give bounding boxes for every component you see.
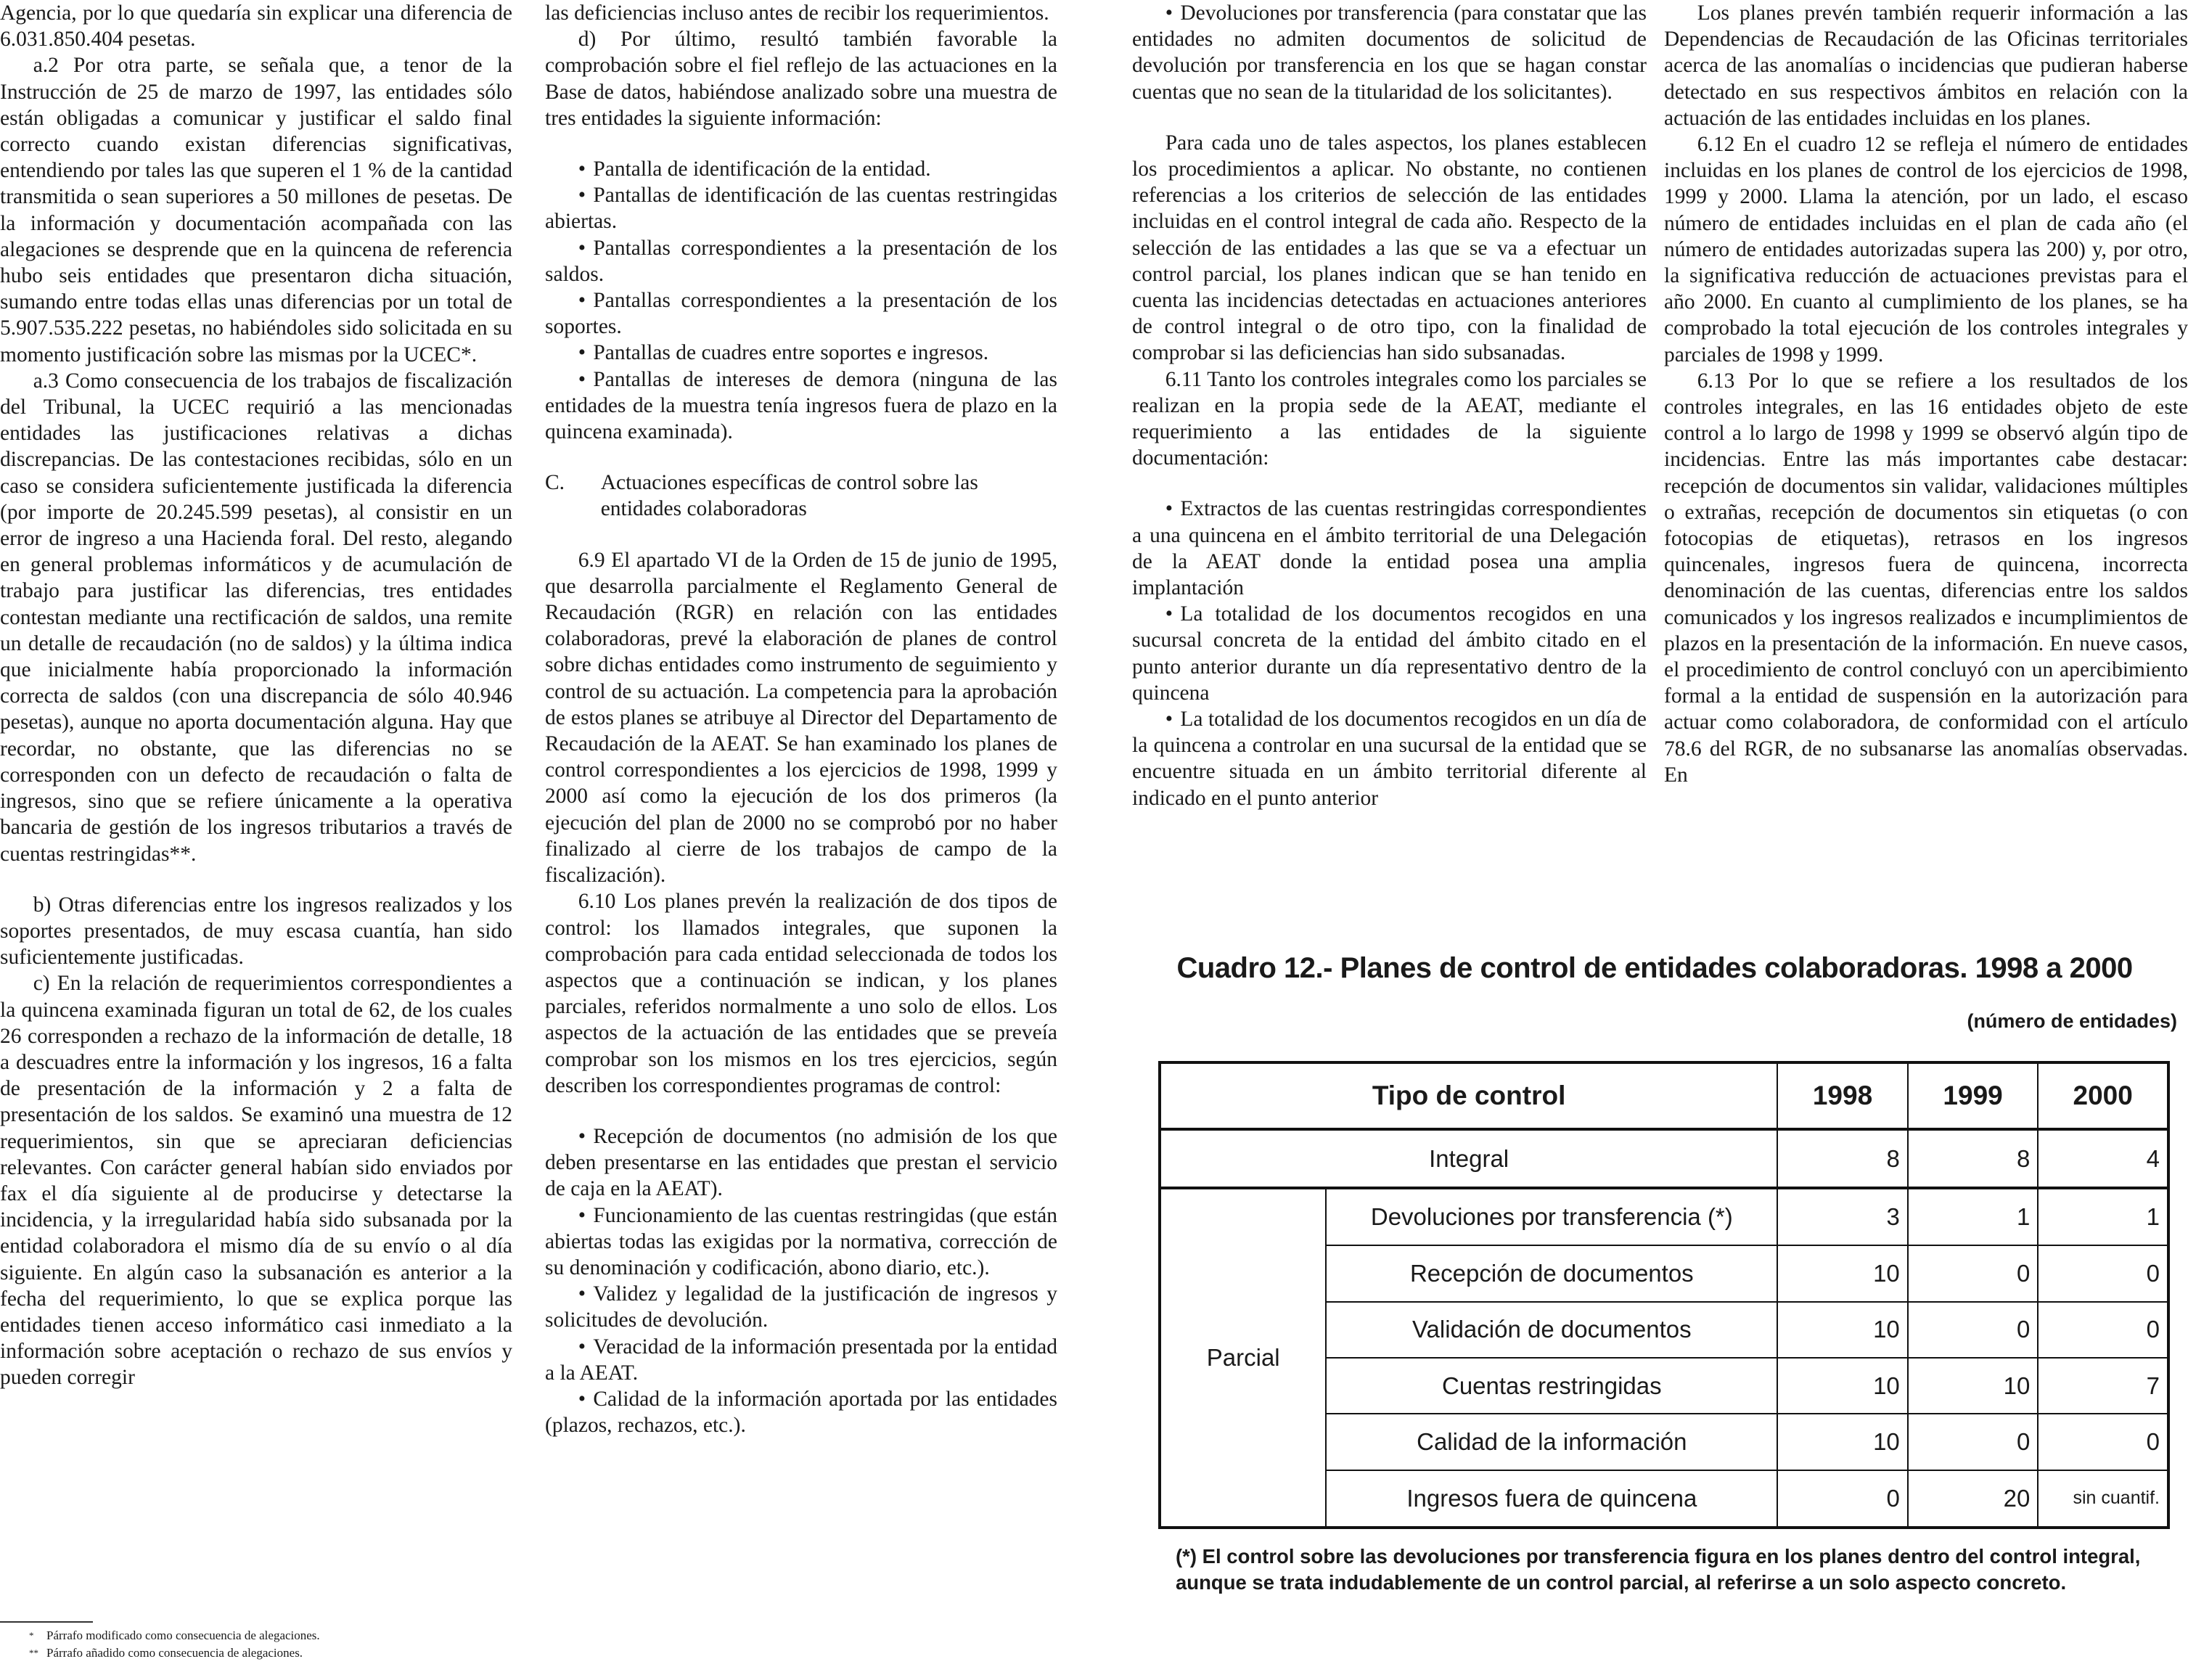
- cell-1998: 10: [1777, 1302, 1908, 1358]
- cell-1999: 10: [1908, 1358, 2039, 1414]
- bullet-icon: •: [1165, 602, 1173, 626]
- paragraph-plans: Los planes prevén también requerir información a las Dependencias de Recaudación de las Oficinas territoriales acerca de las anomalías o incidencias que pudieran haberse detectado en sus respectivos ámbitos en relación con la actuación de las entidades incluidas en los planes.: [1664, 1, 2188, 130]
- cell-1998: 8: [1777, 1129, 1908, 1188]
- row-label: Calidad de la información: [1326, 1414, 1777, 1470]
- group-label-parcial: Parcial: [1160, 1188, 1326, 1528]
- list-item: • Extractos de las cuentas restringidas correspondientes a una quincena en el ámbito territorial de una Delegación de la AEAT donde la entidad posea una amplia implantación: [1132, 497, 1647, 600]
- footnote-mark: **: [29, 1647, 38, 1658]
- header-2000: 2000: [2038, 1062, 2168, 1129]
- cell-1999: 20: [1908, 1470, 2039, 1528]
- list-item: • Veracidad de la información presentada por la entidad a la AEAT.: [545, 1335, 1057, 1385]
- cell-2000: 7: [2038, 1358, 2168, 1414]
- cell-1999: 8: [1908, 1129, 2039, 1188]
- table-header-row: [1160, 1062, 2168, 1129]
- list-item: • Pantallas correspondientes a la presentación de los saldos.: [545, 236, 1057, 286]
- section-heading: [545, 470, 1057, 522]
- footnote: [0, 1644, 512, 1662]
- list-item: • Pantallas de intereses de demora (ninguna de las entidades de la muestra tenía ingresos fuera de plazo en la quincena examinada).: [545, 367, 1057, 444]
- list-item: • Devoluciones por transferencia (para constatar que las entidades no admiten documentos de solicitud de devolución por transferencia en los que se hagan constar cuentas que no sean de la titularidad de los solicitantes).: [1132, 1, 1647, 104]
- row-label: Cuentas restringidas: [1326, 1358, 1777, 1414]
- column-1: [0, 0, 512, 1391]
- list-item: • Funcionamiento de las cuentas restringidas (que están abiertas todas las exigidas por la normativa, corrección de su denominación y codificación, abono diario, etc.).: [545, 1203, 1057, 1279]
- list-item: • Recepción de documentos (no admisión de los que deben presentarse en las entidades que prestan el servicio de caja en la AEAT).: [545, 1124, 1057, 1201]
- list-item: • Calidad de la información aportada por las entidades (plazos, rechazos, etc.).: [545, 1387, 1057, 1438]
- column-2: [545, 0, 1057, 1438]
- paragraph-a3: a.3 Como consecuencia de los trabajos de fiscalización del Tribunal, la UCEC requirió a las mencionadas entidades las justificaciones relativas a dichas discrepancias. De las contestaciones recibidas, sólo en un caso se considera suficientemente justificada la diferencia (por importe de 20.245.599 pesetas), al consistir en un error de ingreso a una Hacienda foral. Del resto, alegando en general problemas informáticos y de acumulación de trabajo para justificar las diferencias, tres entidades contestan mediante una rectificación de saldos, una remite un detalle de recaudación (no de saldos) y la última indica que inicialmente había proporcionado la información correcta de saldos (con una discrepancia de sólo 40.946 pesetas), aunque no aporta documentación alguna. Hay que recordar, no obstante, que las diferencias no se corresponden con un defecto de recaudación o falta de ingresos, sino que se refiere únicamente a la operativa bancaria de gestión de los ingresos tributarios a través de cuentas restringidas**.: [0, 369, 512, 866]
- cell-1998: 10: [1777, 1414, 1908, 1470]
- list-item: • Pantalla de identificación de la entidad.: [578, 157, 931, 181]
- header-1999: 1999: [1908, 1062, 2039, 1129]
- paragraph-continuation: Agencia, por lo que quedaría sin explicar una diferencia de 6.031.850.404 pesetas.: [0, 1, 512, 52]
- bullet-icon: •: [1165, 1, 1173, 25]
- paragraph-a2: a.2 Por otra parte, se señala que, a tenor de la Instrucción de 25 de marzo de 1997, las entidades sólo están obligadas a comunicar y justificar el saldo final correcto cuando existan diferencias significativas, entendiendo por tales las que superen el 1 % de la cantidad transmitida o sean superiores a 50 millones de pesetas. De la información y documentación acompañada con las alegaciones se desprende que en la quincena de referencia hubo seis entidades que presentaron dicha situación, sumando entre todas ellas unas diferencias por un total de 5.907.535.222 pesetas, no habiéndoles sido solicitada en su momento justificación sobre las mismas por la UCEC*.: [0, 54, 512, 366]
- cell-1998: 3: [1777, 1188, 1908, 1245]
- cell-2000: 1: [2038, 1188, 2168, 1245]
- bullet-icon: •: [578, 289, 586, 313]
- list-item: • Pantallas de identificación de las cuentas restringidas abiertas.: [545, 184, 1057, 234]
- table-title: Cuadro 12.- Planes de control de entidades colaboradoras. 1998 a 2000: [1176, 952, 2133, 984]
- cell-1999: 0: [1908, 1302, 2039, 1358]
- cell-1998: 0: [1777, 1470, 1908, 1528]
- column-4: [1664, 0, 2188, 788]
- bullet-icon: •: [1165, 708, 1173, 732]
- cell-2000: sin cuantif.: [2038, 1470, 2168, 1528]
- bullet-icon: •: [578, 184, 586, 208]
- cell-1999: 0: [1908, 1245, 2039, 1301]
- list-item: • Pantallas de cuadres entre soportes e ingresos.: [578, 341, 989, 365]
- table-units: (número de entidades): [1967, 1010, 2177, 1032]
- list-item: • Validez y legalidad de la justificación de ingresos y solicitudes de devolución.: [545, 1282, 1057, 1332]
- control-plans-table: [1158, 1061, 2170, 1529]
- footnotes: [0, 1621, 512, 1662]
- row-label: Integral: [1160, 1129, 1777, 1188]
- bullet-icon: •: [1165, 497, 1173, 521]
- column-3: [1132, 0, 1647, 811]
- header-1998: 1998: [1777, 1062, 1908, 1129]
- bullet-icon: •: [578, 1203, 586, 1227]
- bullet-icon: •: [578, 1387, 586, 1411]
- paragraph-6-12: 6.12 En el cuadro 12 se refleja el número de entidades incluidas en los planes de control de los ejercicios de 1998, 1999 y 2000. Llama la atención, por un lado, el escaso número de entidades incluidas en el plan de cada año (el número de entidades autorizadas supera las 200) y, por otro, la significativa reducción de actuaciones previstas para el año 2000. En cuanto al cumplimiento de los planes, se ha comprobado la total ejecución de los controles integrales y parciales de 1998 y 1999.: [1664, 133, 2188, 366]
- bullet-icon: •: [578, 1335, 586, 1359]
- table-row-integral: [1160, 1129, 2168, 1188]
- row-label: Ingresos fuera de quincena: [1326, 1470, 1777, 1528]
- bullet-icon: •: [578, 157, 586, 181]
- cell-1999: 1: [1908, 1188, 2039, 1245]
- paragraph-continuation: las deficiencias incluso antes de recibir los requerimientos.: [545, 1, 1049, 25]
- section-title: Actuaciones específicas de control sobre las entidades colaboradoras: [600, 471, 978, 521]
- paragraph-6-11: 6.11 Tanto los controles integrales como los parciales se realizan en la propia sede de la AEAT, mediante el requerimiento a las entidades de la siguiente documentación:: [1132, 367, 1647, 470]
- paragraph-6-9: 6.9 El apartado VI de la Orden de 15 de junio de 1995, que desarrolla parcialmente el Reglamento General de Recaudación (RGR) en relación con las entidades colaboradoras, prevé la elaboración de planes de control sobre dichas entidades como instrumento de seguimiento y control de su actuación. La competencia para la aprobación de estos planes se atribuye al Director del Departamento de Recaudación de la AEAT. Se han examinado los planes de control correspondientes a los ejercicios de 1998, 1999 y 2000 así como la ejecución de los dos primeros (la ejecución del plan de 2000 no se comprobó por no haber finalizado al cierre de los trabajos de campo de la fiscalización).: [545, 548, 1057, 888]
- header-tipo-control: Tipo de control: [1160, 1062, 1777, 1129]
- cell-2000: 0: [2038, 1414, 2168, 1470]
- bullet-icon: •: [578, 341, 586, 365]
- list-item: • La totalidad de los documentos recogidos en una sucursal concreta de la entidad del ámbito citado en el punto anterior durante un día representativo dentro de la quincena: [1132, 602, 1647, 705]
- cell-2000: 0: [2038, 1245, 2168, 1301]
- paragraph-procedures: Para cada uno de tales aspectos, los planes establecen los procedimientos a aplicar. No obstante, no contienen referencias a los criterios de selección de las entidades incluidas en el control integral de cada año. Respecto de la selección de las entidades a las que se va a efectuar un control parcial, los planes indican que se han tenido en cuenta las incidencias detectadas en actuaciones anteriores de control integral o de otro tipo, con la finalidad de comprobar si las deficiencias han sido subsanadas.: [1132, 131, 1647, 365]
- paragraph-c: c) En la relación de requerimientos correspondientes a la quincena examinada figuran un total de 62, de los cuales 26 corresponden a rechazo de la información de detalle, 18 a descuadres entre la información y los ingresos, 16 a falta de presentación de la información y 2 a falta de presentación de los saldos. Se examinó una muestra de 12 requerimientos, sin que se apreciaran deficiencias relevantes. Con carácter general habían sido enviados por fax el día siguiente al de producirse y detectarse la incidencia, y la irregularidad había sido subsanada por la entidad colaboradora el mismo día de su envío o al día siguiente. En algún caso la subsanación es anterior a la fecha del requerimiento, lo que se explica porque las entidades tienen acceso informático casi inmediato a la información sobre aceptación o rechazo de sus envíos y pueden corregir: [0, 972, 512, 1390]
- row-label: Recepción de documentos: [1326, 1245, 1777, 1301]
- bullet-icon: •: [578, 236, 586, 260]
- footnote-mark: *: [29, 1630, 34, 1641]
- paragraph-d: d) Por último, resultó también favorable la comprobación sobre el fiel reflejo de las actuaciones en la Base de datos, habiéndose analizado sobre una muestra de tres entidades la siguiente información:: [545, 28, 1057, 130]
- list-item: • Pantallas correspondientes a la presentación de los soportes.: [545, 289, 1057, 339]
- paragraph-b: b) Otras diferencias entre los ingresos realizados y los soportes presentados, de muy escasa cuantía, han sido suficientemente justificadas.: [0, 893, 512, 970]
- cell-2000: 4: [2038, 1129, 2168, 1188]
- table-note: (*) El control sobre las devoluciones por transferencia figura en los planes dentro del control integral, aunque se trata indudablemente de un control parcial, al referirse a un solo aspecto concreto.: [1176, 1545, 2141, 1594]
- bullet-icon: •: [578, 1124, 586, 1148]
- footnote-text: Párrafo modificado como consecuencia de alegaciones.: [46, 1628, 320, 1642]
- cell-1998: 10: [1777, 1358, 1908, 1414]
- cell-1999: 0: [1908, 1414, 2039, 1470]
- bullet-icon: •: [578, 367, 586, 391]
- list-item: • La totalidad de los documentos recogidos en un día de la quincena a controlar en una sucursal de la entidad que se encuentre situada en un ámbito territorial diferente al indicado en el punto anterior: [1132, 708, 1647, 810]
- cell-2000: 0: [2038, 1302, 2168, 1358]
- footnote-text: Párrafo añadido como consecuencia de alegaciones.: [46, 1646, 303, 1660]
- paragraph-6-13: 6.13 Por lo que se refiere a los resultados de los controles integrales, en las 16 entidades objeto de este control a lo largo de 1998 y 1999 se observó algún tipo de incidencias. Entre las más importantes cabe destacar: recepción de documentos sin validar, validaciones múltiples o extrañas, recepción de documentos sin etiquetas (o con fotocopias de etiquetas), retrasos en los ingresos quincenales, ingresos fuera de quincena, incorrecta denominación de las cuentas, diferencias entre los saldos comunicados y los ingresos realizados e incumplimientos de plazos en la presentación de la información. En nueve casos, el procedimiento de control concluyó con un apercibimiento formal a la entidad de suspensión en la autorización para actuar como colaboradora, de conformidad con el artículo 78.6 del RGR, de no subsanarse las anomalías observadas. En: [1664, 369, 2188, 787]
- footnote-rule: [0, 1621, 93, 1623]
- footnote: [0, 1627, 512, 1644]
- bullet-icon: •: [578, 1282, 586, 1306]
- row-label: Devoluciones por transferencia (*): [1326, 1188, 1777, 1245]
- paragraph-6-10: 6.10 Los planes prevén la realización de dos tipos de control: los llamados integrales, que suponen la comprobación para cada entidad seleccionada de todos los aspectos que a continuación se indican, y los planes parciales, referidos normalmente a uno solo de ellos. Los aspectos de la actuación de las entidades que se preveía comprobar son los mismos en los tres ejercicios, según describen los correspondientes programas de control:: [545, 890, 1057, 1097]
- cell-1998: 10: [1777, 1245, 1908, 1301]
- section-label: C.: [545, 471, 565, 495]
- row-label: Validación de documentos: [1326, 1302, 1777, 1358]
- table-row: [1160, 1188, 2168, 1245]
